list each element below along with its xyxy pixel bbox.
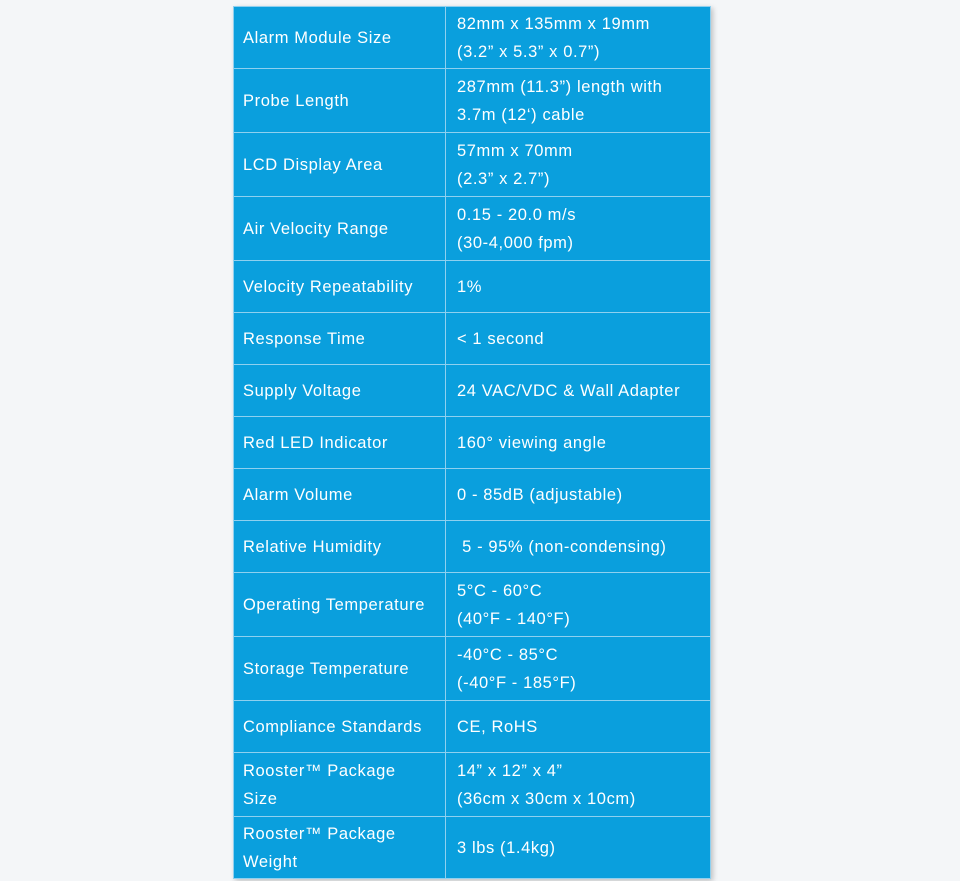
spec-label (234, 701, 446, 753)
spec-row (234, 469, 711, 521)
spec-value-line: 0 - 85dB (adjustable) (457, 485, 623, 504)
spec-label (234, 7, 446, 69)
spec-row (234, 69, 711, 133)
spec-value (446, 469, 711, 521)
spec-label (234, 753, 446, 817)
spec-label-text: Alarm Volume (243, 485, 353, 504)
spec-label-text: Velocity Repeatability (243, 277, 414, 296)
spec-label (234, 313, 446, 365)
spec-label-text: Operating Temperature (243, 595, 425, 614)
spec-label (234, 573, 446, 637)
spec-label (234, 637, 446, 701)
spec-value (446, 417, 711, 469)
spec-label (234, 817, 446, 879)
spec-label (234, 133, 446, 197)
spec-row (234, 753, 711, 817)
spec-value (446, 521, 711, 573)
spec-value-line: 57mm x 70mm (457, 141, 573, 160)
spec-value (446, 701, 711, 753)
spec-value (446, 753, 711, 817)
spec-value (446, 313, 711, 365)
spec-label-line: Weight (243, 852, 298, 871)
spec-row (234, 365, 711, 417)
spec-row (234, 701, 711, 753)
spec-label-text: Relative Humidity (243, 537, 382, 556)
spec-value (446, 7, 711, 69)
spec-value-line: < 1 second (457, 329, 545, 348)
spec-label-line: Rooster™ Package (243, 824, 396, 843)
spec-label (234, 469, 446, 521)
spec-value (446, 637, 711, 701)
spec-label-text: Probe Length (243, 91, 350, 110)
spec-label (234, 261, 446, 313)
spec-value-line: 24 VAC/VDC & Wall Adapter (457, 381, 681, 400)
spec-row (234, 573, 711, 637)
spec-label-text: Air Velocity Range (243, 219, 389, 238)
spec-label (234, 521, 446, 573)
spec-label-text: Red LED Indicator (243, 433, 389, 452)
spec-row (234, 261, 711, 313)
spec-label (234, 417, 446, 469)
spec-value-line: 287mm (11.3”) length with (457, 77, 663, 96)
spec-label-text: Response Time (243, 329, 366, 348)
spec-value-line: (40°F - 140°F) (457, 609, 571, 628)
spec-label-text: Alarm Module Size (243, 28, 392, 47)
spec-value (446, 133, 711, 197)
spec-row (234, 637, 711, 701)
spec-value-line: 5°C - 60°C (457, 581, 543, 600)
spec-label-text: Compliance Standards (243, 717, 422, 736)
spec-value-line: CE, RoHS (457, 717, 538, 736)
spec-label-text: Supply Voltage (243, 381, 362, 400)
spec-label-line: Rooster™ Package (243, 761, 396, 780)
spec-label-line: Size (243, 789, 278, 808)
spec-row (234, 313, 711, 365)
spec-row (234, 7, 711, 69)
spec-label-text: Storage Temperature (243, 659, 410, 678)
spec-value-line: 82mm x 135mm x 19mm (457, 14, 650, 33)
spec-value-line: 0.15 - 20.0 m/s (457, 205, 577, 224)
spec-row (234, 521, 711, 573)
spec-value-line: -40°C - 85°C (457, 645, 559, 664)
spec-row (234, 817, 711, 879)
spec-value-line: 3 lbs (1.4kg) (457, 838, 556, 857)
spec-label (234, 365, 446, 417)
spec-label (234, 69, 446, 133)
spec-value-line: (-40°F - 185°F) (457, 673, 577, 692)
spec-value-line: (36cm x 30cm x 10cm) (457, 789, 636, 808)
spec-row (234, 133, 711, 197)
spec-table (233, 6, 711, 879)
spec-value-line: (3.2” x 5.3” x 0.7”) (457, 42, 601, 61)
spec-value (446, 261, 711, 313)
spec-value (446, 365, 711, 417)
spec-value-line: 1% (457, 277, 483, 296)
spec-value-line: (2.3” x 2.7”) (457, 169, 551, 188)
spec-value-line: (30-4,000 fpm) (457, 233, 574, 252)
spec-value (446, 573, 711, 637)
spec-value (446, 197, 711, 261)
spec-label-text: LCD Display Area (243, 155, 383, 174)
spec-value-line: 5 - 95% (non-condensing) (457, 537, 667, 556)
spec-value (446, 69, 711, 133)
spec-table-body (234, 7, 711, 879)
spec-value-line: 14” x 12” x 4” (457, 761, 563, 780)
spec-row (234, 197, 711, 261)
spec-value-line: 160° viewing angle (457, 433, 607, 452)
spec-value (446, 817, 711, 879)
spec-value-line: 3.7m (12‘) cable (457, 105, 585, 124)
spec-row (234, 417, 711, 469)
spec-label (234, 197, 446, 261)
